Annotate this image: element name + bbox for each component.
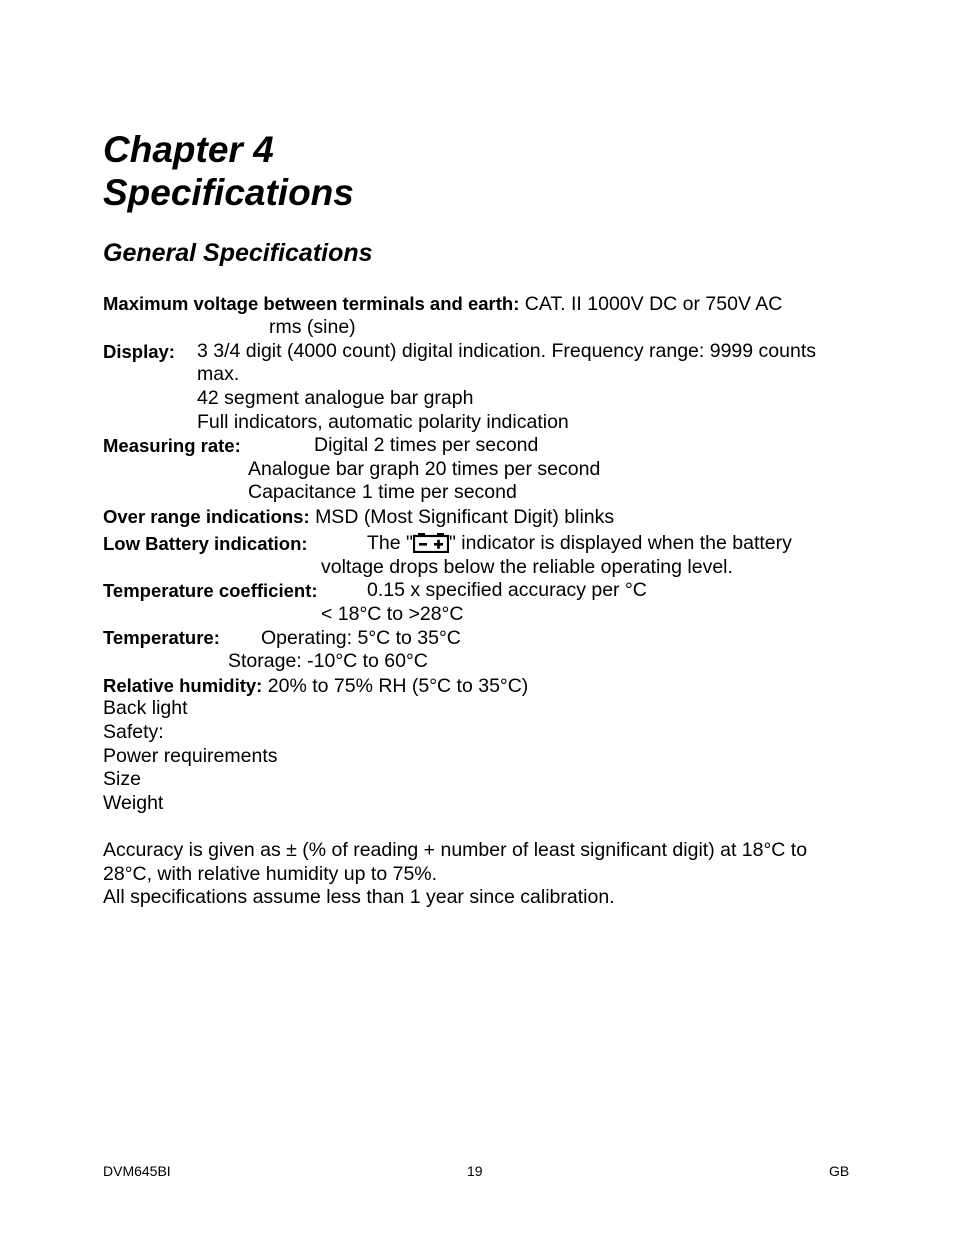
battery-icon xyxy=(413,533,449,553)
footer-model: DVM645BI xyxy=(103,1163,171,1179)
spec-item-back-light: Back light xyxy=(103,697,188,719)
spec-label: Maximum voltage between terminals and earth: xyxy=(103,293,520,314)
footer-language: GB xyxy=(829,1163,850,1179)
spec-value: Operating: 5°C to 35°C xyxy=(261,627,461,649)
note-calibration: All specifications assume less than 1 year since calibration. xyxy=(103,886,615,908)
spec-value: Digital 2 times per second xyxy=(314,434,539,456)
spec-humidity xyxy=(103,674,528,698)
spec-value: CAT. II 1000V DC or 750V AC xyxy=(524,293,783,315)
spec-label-measuring-rate: Measuring rate: xyxy=(103,435,241,456)
spec-value-cont: < 18°C to >28°C xyxy=(321,603,464,625)
chapter-name: Specifications xyxy=(103,172,354,213)
spec-item-power: Power requirements xyxy=(103,745,278,767)
spec-value-post: " indicator is displayed when the battery xyxy=(448,532,792,554)
spec-value: 20% to 75% RH (5°C to 35°C) xyxy=(267,675,529,697)
spec-item-safety: Safety: xyxy=(103,721,164,743)
spec-label-low-battery: Low Battery indication: xyxy=(103,533,308,554)
footer-page-number: 19 xyxy=(467,1163,483,1179)
spec-item-weight: Weight xyxy=(103,792,164,814)
spec-value-low-battery xyxy=(367,532,792,555)
spec-over-range xyxy=(103,505,614,529)
spec-max-voltage xyxy=(103,292,782,316)
spec-value-pre: The " xyxy=(367,532,413,554)
spec-value: 0.15 x specified accuracy per °C xyxy=(367,579,647,601)
spec-value-cont: Analogue bar graph 20 times per second xyxy=(248,458,601,480)
spec-label-temp-coeff: Temperature coefficient: xyxy=(103,580,318,601)
spec-value: MSD (Most Significant Digit) blinks xyxy=(315,506,615,528)
spec-value-cont: 42 segment analogue bar graph xyxy=(197,387,474,409)
note-accuracy-line2: 28°C, with relative humidity up to 75%. xyxy=(103,863,438,885)
spec-value-cont: Full indicators, automatic polarity indication xyxy=(197,411,569,433)
spec-label-display: Display: xyxy=(103,341,175,362)
spec-value-cont: Capacitance 1 time per second xyxy=(248,481,517,503)
spec-value-cont: rms (sine) xyxy=(269,316,356,338)
chapter-number: Chapter 4 xyxy=(103,129,274,170)
section-title: General Specifications xyxy=(103,239,373,267)
spec-value: 3 3/4 digit (4000 count) digital indication. Frequency range: 9999 counts xyxy=(197,340,816,362)
spec-value-cont: max. xyxy=(197,363,240,385)
spec-value-cont: voltage drops below the reliable operating level. xyxy=(321,556,733,578)
spec-label: Over range indications: xyxy=(103,506,310,527)
spec-item-size: Size xyxy=(103,768,141,790)
spec-label-temperature: Temperature: xyxy=(103,627,220,648)
chapter-title xyxy=(103,128,354,214)
spec-label: Relative humidity: xyxy=(103,675,263,696)
note-accuracy-line1: Accuracy is given as ± (% of reading + number of least significant digit) at 18°C to xyxy=(103,839,808,861)
spec-value-cont: Storage: -10°C to 60°C xyxy=(228,650,428,672)
